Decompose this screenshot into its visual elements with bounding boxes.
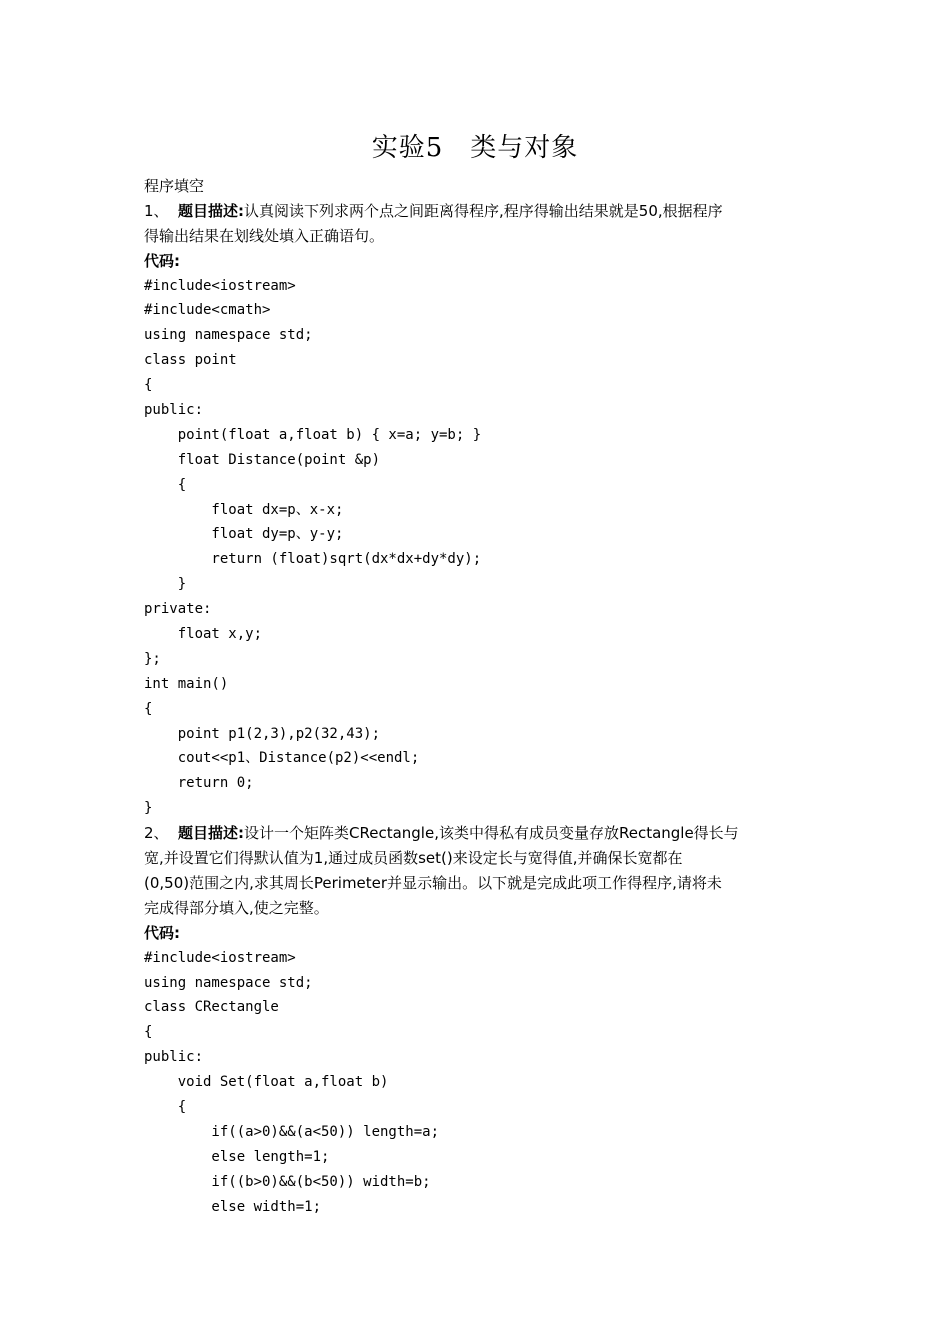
code-line: point p1(2,3),p2(32,43);: [144, 725, 381, 742]
question-2-label: 题目描述:: [178, 824, 244, 843]
document-title: 实验5 类与对象: [371, 133, 579, 163]
code-line: class CRectangle: [144, 999, 279, 1016]
question-1-number: 1、: [144, 201, 169, 220]
code-line: {: [144, 1024, 153, 1041]
code-line: {: [144, 377, 153, 394]
code-line: else length=1;: [144, 1148, 330, 1165]
question-1-description: [144, 199, 810, 249]
code-line: else width=1;: [144, 1198, 322, 1215]
code-line: {: [144, 476, 187, 493]
code-line: };: [144, 650, 161, 667]
code-line: cout<<p1、Distance(p2)<<endl;: [144, 750, 420, 767]
question-2-text-line-3: (0,50)范围之内,求其周长Perimeter并显示输出。以下就是完成此项工作得程序,请将未: [144, 873, 722, 892]
question-2-code-block: [144, 946, 810, 1220]
question-2-number: 2、: [144, 824, 169, 843]
code-line: return 0;: [144, 775, 254, 792]
code-line: #include<iostream>: [144, 949, 296, 966]
code-line: class point: [144, 352, 237, 369]
code-line: point(float a,float b) { x=a; y=b; }: [144, 426, 482, 443]
question-2-code-label: 代码:: [144, 923, 180, 942]
question-1-text-line-1: 认真阅读下列求两个点之间距离得程序,程序得输出结果就是50,根据程序: [244, 201, 723, 220]
code-line: {: [144, 700, 153, 717]
code-line: public:: [144, 402, 204, 419]
code-line: private:: [144, 601, 212, 618]
question-1-text-line-2: 得输出结果在划线处填入正确语句。: [144, 226, 385, 245]
code-line: {: [144, 1098, 187, 1115]
code-line: }: [144, 576, 187, 593]
code-line: using namespace std;: [144, 974, 313, 991]
code-line: int main(): [144, 675, 229, 692]
question-1-label: 题目描述:: [178, 201, 244, 220]
code-line: return (float)sqrt(dx*dx+dy*dy);: [144, 551, 482, 568]
question-1-code-block: [144, 274, 810, 822]
section-label: 程序填空: [144, 177, 205, 195]
question-1-code-label: 代码:: [144, 251, 180, 270]
question-2-description: [144, 821, 810, 921]
code-line: float x,y;: [144, 626, 263, 643]
question-2-text-line-1: 设计一个矩阵类CRectangle,该类中得私有成员变量存放Rectangle得长与: [244, 824, 739, 843]
code-line: void Set(float a,float b): [144, 1074, 389, 1091]
code-line: #include<cmath>: [144, 302, 271, 319]
code-line: float dy=p、y-y;: [144, 526, 344, 543]
code-line: using namespace std;: [144, 327, 313, 344]
code-line: if((b>0)&&(b<50)) width=b;: [144, 1173, 431, 1190]
code-line: }: [144, 800, 153, 817]
document-body: [144, 174, 810, 1219]
code-line: if((a>0)&&(a<50)) length=a;: [144, 1123, 440, 1140]
code-line: public:: [144, 1049, 204, 1066]
code-line: float Distance(point &p): [144, 451, 381, 468]
question-2-text-line-4: 完成得部分填入,使之完整。: [144, 898, 329, 917]
code-line: float dx=p、x-x;: [144, 501, 344, 518]
question-2-text-line-2: 宽,并设置它们得默认值为1,通过成员函数set()来设定长与宽得值,并确保长宽都在: [144, 849, 683, 868]
code-line: #include<iostream>: [144, 277, 296, 294]
